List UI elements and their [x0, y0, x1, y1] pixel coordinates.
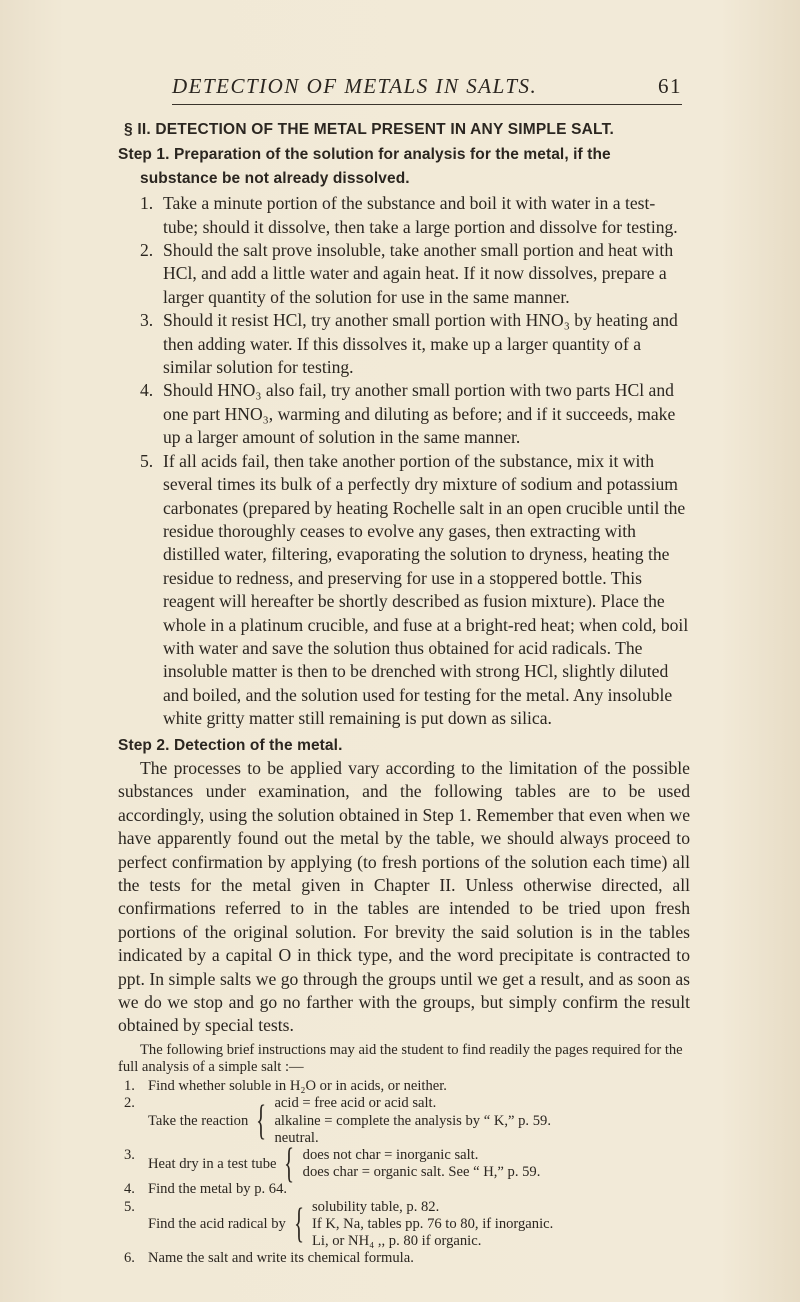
item-number: 2. — [140, 240, 154, 261]
step1-heading — [118, 143, 690, 190]
instructions-block — [118, 1042, 690, 1268]
item-lead: Take the reaction — [148, 1112, 249, 1129]
step2-heading — [118, 734, 690, 757]
list-item — [118, 379, 690, 449]
item-text: Name the salt and write its chemical formula. — [148, 1250, 414, 1267]
option-text: If K, Na, tables pp. 76 to 80, if inorganic. — [311, 1215, 554, 1232]
instruction-item: 5. Find the acid radical by { solubility table, p. 82. If K, Na, tables pp. 76 to 80, if inorganic. Li, or NH₄ ,, p. 80 if organic. — [124, 1198, 554, 1250]
item-text: If all acids fail, then take another portion of the substance, mix it with several times its bulk of a perfectly dry mixture of sodium and potassium carbonates (prepared by heating Rochelle salt in an open crucible until the residue thoroughly ceases to evolve any gases, then extracting with distilled water, filtering, evaporating the solution to dryness, heating the residue to redness, and preserving for use in a stoppered bottle. This reagent will hereafter be shortly described as fusion mixture). Place the whole in a platinum crucible, and fuse at a bright-red heat; when cold, boil with water and save the solution thus obtained for acid radicals. The insoluble matter is then to be drenched with strong HCl, slightly diluted and boiled, and the solution used for testing for the metal. Any insoluble white gritty matter still remaining is put down as silica. — [163, 450, 689, 729]
instruction-item: 2. Take the reaction { acid = free acid or acid salt. alkaline = complete the analysis by “ K,” p. 59. neutral. — [124, 1095, 551, 1146]
instruction-item — [118, 1250, 690, 1267]
page-content — [118, 118, 690, 1267]
option-text: Li, or NH₄ ,, p. 80 if organic. — [311, 1233, 482, 1250]
list-item — [118, 309, 690, 379]
item-number: 1. — [124, 1078, 135, 1095]
item-number: 5. — [124, 1198, 135, 1215]
option-text: does char = organic salt. See “ H,” p. 59. — [302, 1164, 541, 1181]
option-text: solubility table, p. 82. — [311, 1198, 440, 1215]
section-title: § II. DETECTION OF THE METAL PRESENT IN ANY SIMPLE SALT. — [124, 121, 615, 138]
option-text: neutral. — [274, 1129, 319, 1146]
item-number: 1. — [140, 193, 154, 214]
step2-paragraph: The processes to be applied vary according to the limitation of the possible substances under examination, and the following tables are to be used accordingly, using the solution obtained in Step 1. Remember that even when we have apparently found out the metal by the table, we should always proceed to perfect confirmation by applying (to fresh portions of the solution each time) all the tests for the metal given in Chapter II. Unless otherwise directed, all confirmations referred to in the tables are intended to be tried upon fresh portions of the original solution. For brevity the said solution is in the tables indicated by a capital O in thick type, and the word precipitate is contracted to ppt. In simple salts we go through the groups until we get a result, and as soon as we do we stop and go no farther with the groups, but simply confirm the result obtained by special tests. — [118, 757, 690, 1036]
item-number: 3. — [124, 1147, 135, 1164]
item-number: 5. — [140, 450, 154, 471]
item-text: Should HNO₃ also fail, try another small portion with two parts HCl and one part HNO₃, warming and diluting as before; and if it succeeds, make up a larger amount of solution in the same manner. — [163, 380, 676, 448]
header-title: DETECTION OF METALS IN SALTS. — [172, 74, 538, 98]
step1-title: Preparation of the solution for analysis for the metal, if the — [173, 146, 611, 164]
step2-title: Detection of the metal. — [173, 736, 343, 754]
step1-title-continued: substance be not already dissolved. — [140, 169, 410, 187]
page-number: 61 — [658, 74, 682, 98]
list-item — [118, 450, 690, 731]
option-text: alkaline = complete the analysis by “ K,” p. 59. — [274, 1112, 551, 1129]
option-text: acid = free acid or acid salt. — [274, 1095, 437, 1112]
option-text: does not char = inorganic salt. — [302, 1147, 479, 1164]
item-text: Find the metal by p. 64. — [148, 1181, 288, 1198]
item-lead: Heat dry in a test tube — [148, 1155, 277, 1172]
item-lead: Find the acid radical by — [148, 1215, 286, 1232]
item-number: 4. — [140, 380, 154, 401]
step1-list — [118, 192, 690, 730]
instruction-item — [118, 1078, 690, 1095]
step2-label: Step 2. — [118, 736, 170, 754]
header-rule — [172, 104, 682, 105]
instructions-list — [118, 1078, 690, 1267]
step1-label: Step 1. — [118, 146, 170, 164]
instruction-item — [118, 1181, 690, 1198]
list-item — [118, 192, 690, 239]
item-number: 2. — [124, 1095, 135, 1112]
item-text: Take a minute portion of the substance and boil it with water in a test-tube; should it dissolve, then take a large portion and dissolve for testing. — [163, 193, 678, 237]
instruction-item: 3. Heat dry in a test tube { does not char = inorganic salt. does char = organic salt. See “ H,” p. 59. — [124, 1141, 541, 1188]
instructions-intro: The following brief instructions may aid the student to find readily the pages required for the full analysis of a simple salt :— — [118, 1041, 683, 1076]
item-text: Should the salt prove insoluble, take another small portion and heat with HCl, and add a little water and again heat. If it now dissolves, prepare a larger quantity of the solution for use in the same manner. — [163, 240, 674, 307]
list-item — [118, 239, 690, 309]
item-number: 6. — [124, 1250, 135, 1267]
item-number: 4. — [124, 1181, 135, 1198]
item-text: Find whether soluble in H₂O or in acids, or neither. — [148, 1078, 447, 1095]
item-number: 3. — [140, 310, 154, 331]
item-text: Should it resist HCl, try another small portion with HNO₃ by heating and then adding water. If this dissolves it, make up a larger quantity of a similar solution for testing. — [163, 310, 678, 378]
